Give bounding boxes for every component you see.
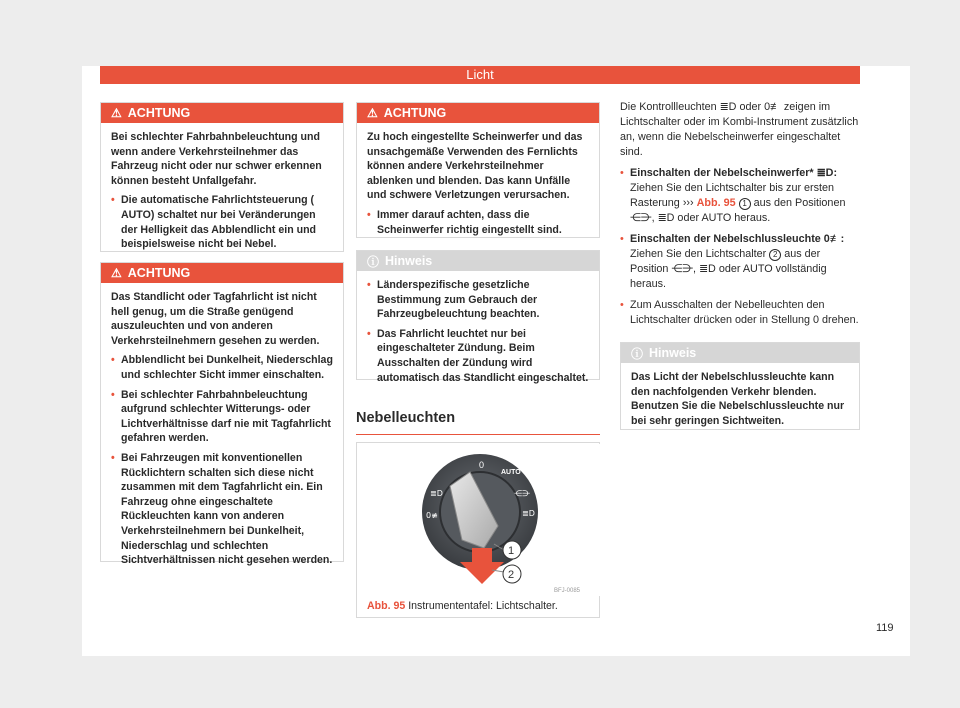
warning-bullet: • Bei schlechter Fahrbahnbeleuchtung aufgrund schlechter Witterungs- oder Lichtverhältnisse darf nie mit Tagfahrlicht gefahren werden. [111,388,333,446]
instruction-off: • Zum Ausschalten der Nebelleuchten den Lichtschalter drücken oder in Stellung 0 drehen. [620,298,860,328]
fog-light-icon: ≣D [430,489,443,498]
fog-light-instructions [620,100,860,334]
warning-box-2 [100,262,344,567]
figure-ref: Abb. 95 [367,600,406,612]
instruction-text-b: aus der Position ⋲⋺, ≣D oder AUTO vollständig heraus. [630,248,827,290]
hint-title: Hinweis [385,254,433,268]
hint-text: Das Licht der Nebelschlussleuchte kann den nachfolgenden Verkehr blenden. Benutzen Sie die Nebelschlussleuchte nur bei sehr geringen Sichtweiten. [631,371,845,427]
instruction-title: Einschalten der Nebelschlussleuchte 0≢: [630,233,845,245]
warning-bullet: • Die automatische Fahrlichtsteuerung ( AUTO) schaltet nur bei Veränderungen der Helligkeit das Abblendlicht ein und beispielsweise nicht bei Nebel. [111,193,333,251]
warning-triangle-icon: ⚠ [367,106,378,120]
warning-text: Zu hoch eingestellte Scheinwerfer und das unsachgemäße Verwenden des Fernlichts können andere Verkehrsteilnehmer ablenken und blenden. Das kann Unfälle und schwere Verletzungen verursachen. [367,131,583,202]
warning-bullet: • Immer darauf achten, dass die Scheinwerfer richtig eingestellt sind. [367,208,589,237]
warning-text: Das Standlicht oder Tagfahrlicht ist nicht hell genug, um die Straße genügend auszuleuchten und von anderen Verkehrsteilnehmern gesehen zu werden. [111,291,320,347]
figure-link[interactable]: Abb. 95 [696,197,736,209]
callout-2-label: 2 [508,569,515,581]
info-icon: ⓘ [631,346,644,361]
hint-header [621,343,859,363]
section-title: Nebelleuchten [356,410,600,435]
warning-text: Bei schlechter Fahrbahnbeleuchtung und wenn andere Verkehrsteilnehmer das Fahrzeug nicht oder nur schwer erkennen können besteht Unfallgefahr. [111,131,322,187]
callout-ref-1: 1 [739,198,751,210]
light-switch-svg [358,444,600,596]
page-header: Licht [100,66,860,84]
instruction-text-a: Ziehen Sie den Lichtschalter bis zur ersten Rasterung ››› [630,182,835,209]
hint-header [357,251,599,271]
warning-bullet: • Bei Fahrzeugen mit konventionellen Rücklichtern schalten sich diese nicht zusammen mit dem Tagfahrlicht ein. Ein Fahrzeug ohne eingeschaltete Rückleuchten kann von anderen Verkehrsteilnehmern bei Dunkelheit, Niederschlag und schlechten Sichtverhältnissen nicht gesehen werden. [111,451,333,568]
warning-header [101,103,343,123]
warning-bullet: • Abblendlicht bei Dunkelheit, Niederschlag und schlechter Sicht immer einschalten. [111,353,333,382]
light-switch-illustration [358,444,600,596]
figure-caption-text: Instrumententafel: Lichtschalter. [408,600,558,612]
instruction-fog-front [620,166,860,226]
callout-ref-2: 2 [769,249,781,261]
figure-light-switch [356,442,600,618]
warning-header [357,103,599,123]
hint-bullet: • Länderspezifische gesetzliche Bestimmung zum Gebrauch der Fahrzeugbeleuchtung beachten. [367,278,589,322]
parking-light-icon: ⋲⋺ [514,489,530,498]
intro-text: Die Kontrollleuchten ≣D oder 0≢ zeigen im Lichtschalter oder im Kombi-Instrument zusätzlich an, wenn die Nebelscheinwerfer eingeschaltet sind. [620,101,859,158]
page-number: 119 [876,622,894,634]
info-icon: ⓘ [367,254,380,269]
hint-title: Hinweis [649,346,697,360]
figure-caption [367,600,558,612]
low-beam-icon: ≣D [522,509,535,518]
instruction-text-b: aus den Positionen ⋲⋺, ≣D oder AUTO heraus. [630,197,846,224]
hint-bullet: • Das Fahrlicht leuchtet nur bei eingeschalteter Zündung. Beim Ausschalten der Zündung wird automatisch das Standlicht eingeschaltet. [367,327,589,385]
warning-triangle-icon: ⚠ [111,266,122,280]
warning-title: ACHTUNG [127,266,191,280]
warning-box-3 [356,102,600,238]
label-zero: 0 [479,460,485,470]
hint-box-1 [356,250,600,384]
figure-code: BFJ-0085 [554,588,581,594]
instruction-fog-rear [620,232,860,292]
label-auto: AUTO [501,469,521,476]
callout-1-label: 1 [508,545,515,557]
warning-box-1 [100,102,344,252]
warning-header [101,263,343,283]
rear-fog-icon: 0≢ [426,511,438,520]
warning-triangle-icon: ⚠ [111,106,122,120]
instruction-text-a: Ziehen Sie den Lichtschalter [630,248,767,260]
instruction-title: Einschalten der Nebelscheinwerfer* ≣D: [630,167,838,179]
warning-title: ACHTUNG [127,106,191,120]
hint-box-2 [620,342,860,430]
warning-title: ACHTUNG [383,106,447,120]
